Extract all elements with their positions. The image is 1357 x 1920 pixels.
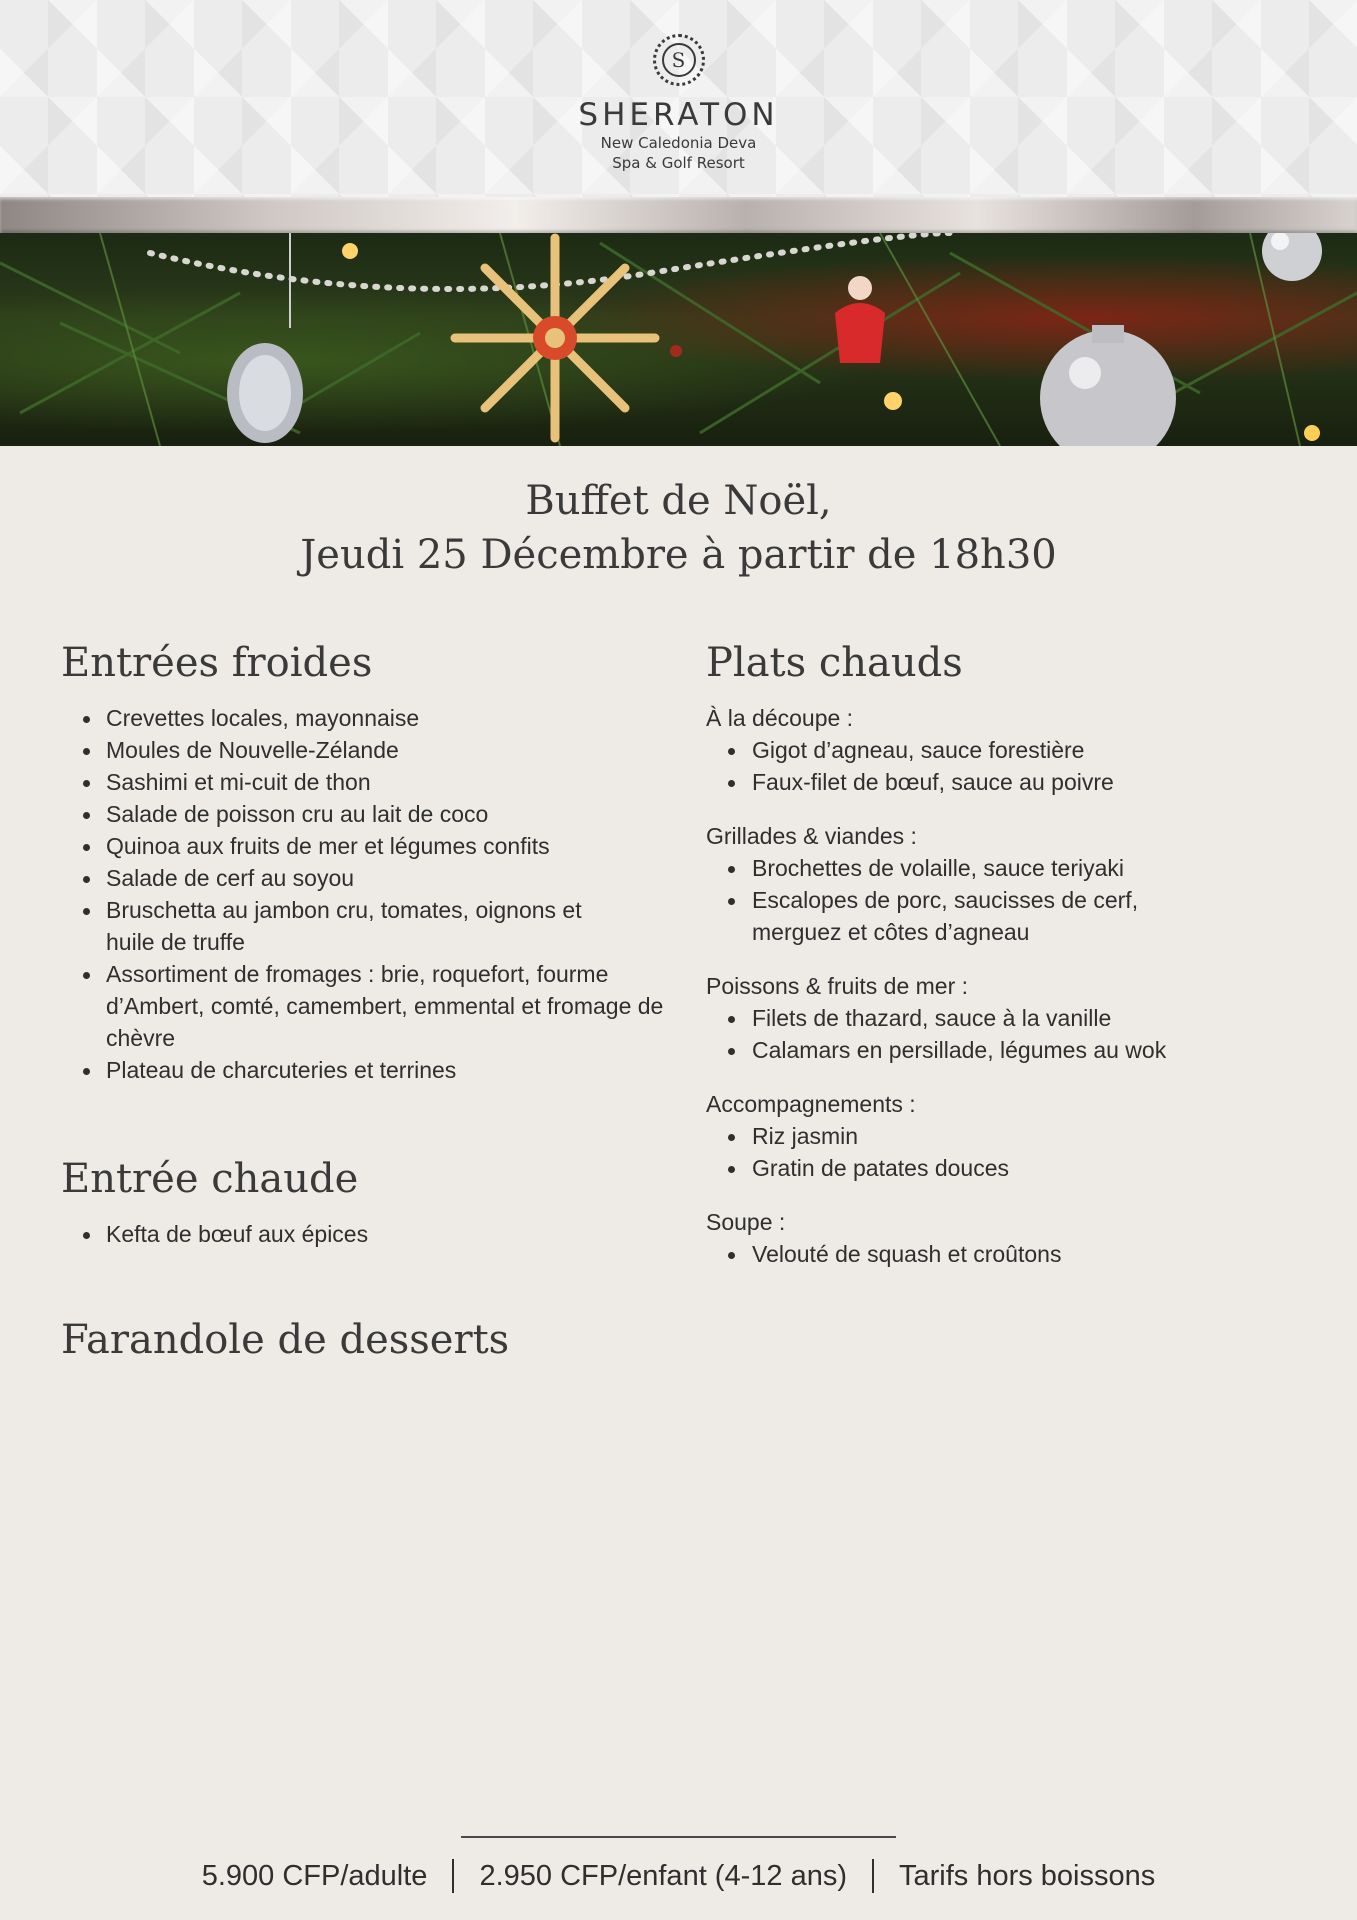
list-item: Assortiment de fromages : brie, roquefort, fourme d’Ambert, comté, camembert, emmental et fromage de chèvre (61, 958, 686, 1054)
list-item: Riz jasmin (706, 1120, 1326, 1152)
price-note: Tarifs hors boissons (898, 1859, 1156, 1892)
list-item: Sashimi et mi-cuit de thon (61, 766, 661, 798)
group-decoupe (706, 702, 1326, 798)
group-poissons (706, 970, 1326, 1066)
christmas-decoration-illustration (0, 233, 1357, 446)
list-item: Crevettes locales, mayonnaise (61, 702, 661, 734)
metallic-divider (0, 197, 1357, 233)
brand-subtitle-2: Spa & Golf Resort (612, 154, 745, 172)
price-separator (452, 1859, 454, 1893)
price-child: 2.950 CFP/enfant (4-12 ans) (479, 1859, 847, 1892)
heading-entree-chaude: Entrée chaude (61, 1156, 359, 1202)
christmas-banner-image (0, 233, 1357, 446)
list-item: Gigot d’agneau, sauce forestière (706, 734, 1326, 766)
group-label: Poissons & fruits de mer : (706, 973, 969, 999)
logo-letter: S (662, 43, 696, 77)
group-soupe (706, 1206, 1326, 1270)
group-label: Soupe : (706, 1209, 786, 1235)
group-label: À la découpe : (706, 705, 854, 731)
list-plats-chauds (706, 702, 1326, 1292)
price-adult: 5.900 CFP/adulte (201, 1859, 428, 1892)
header (0, 0, 1357, 197)
heading-entrees-froides: Entrées froides (61, 640, 373, 686)
group-accompagnements (706, 1088, 1326, 1184)
group-label: Accompagnements : (706, 1091, 916, 1117)
sheraton-logo (0, 34, 1357, 173)
list-item: Plateau de charcuteries et terrines (61, 1054, 661, 1086)
heading-desserts: Farandole de desserts (61, 1317, 510, 1363)
list-item: Velouté de squash et croûtons (706, 1238, 1326, 1270)
brand-name: SHERATON (578, 97, 779, 133)
list-entrees-froides (61, 702, 664, 1086)
heading-plats-chauds: Plats chauds (706, 640, 963, 686)
group-label: Grillades & viandes : (706, 823, 917, 849)
list-item: Bruschetta au jambon cru, tomates, oignons et huile de truffe (61, 894, 626, 958)
list-item: Moules de Nouvelle-Zélande (61, 734, 661, 766)
list-item: Salade de cerf au soyou (61, 862, 661, 894)
event-title-line2: Jeudi 25 Décembre à partir de 18h30 (300, 532, 1057, 578)
list-item: Filets de thazard, sauce à la vanille (706, 1002, 1326, 1034)
price-bar (0, 1855, 1357, 1897)
list-item: Kefta de bœuf aux épices (61, 1218, 661, 1250)
list-item: Salade de poisson cru au lait de coco (61, 798, 661, 830)
sheraton-emblem-icon (653, 34, 705, 86)
list-entree-chaude (61, 1218, 661, 1250)
footer-divider (461, 1836, 896, 1838)
price-separator (872, 1859, 874, 1893)
list-item: Calamars en persillade, légumes au wok (706, 1034, 1326, 1066)
brand-subtitle-1: New Caledonia Deva (600, 134, 757, 152)
group-grillades (706, 820, 1326, 948)
event-title-line1: Buffet de Noël, (525, 478, 832, 524)
list-item: Gratin de patates douces (706, 1152, 1326, 1184)
list-item: Faux-filet de bœuf, sauce au poivre (706, 766, 1326, 798)
list-item: Escalopes de porc, saucisses de cerf, merguez et côtes d’agneau (706, 884, 1222, 948)
list-item: Brochettes de volaille, sauce teriyaki (706, 852, 1326, 884)
event-title (0, 474, 1357, 582)
list-item: Quinoa aux fruits de mer et légumes confits (61, 830, 661, 862)
